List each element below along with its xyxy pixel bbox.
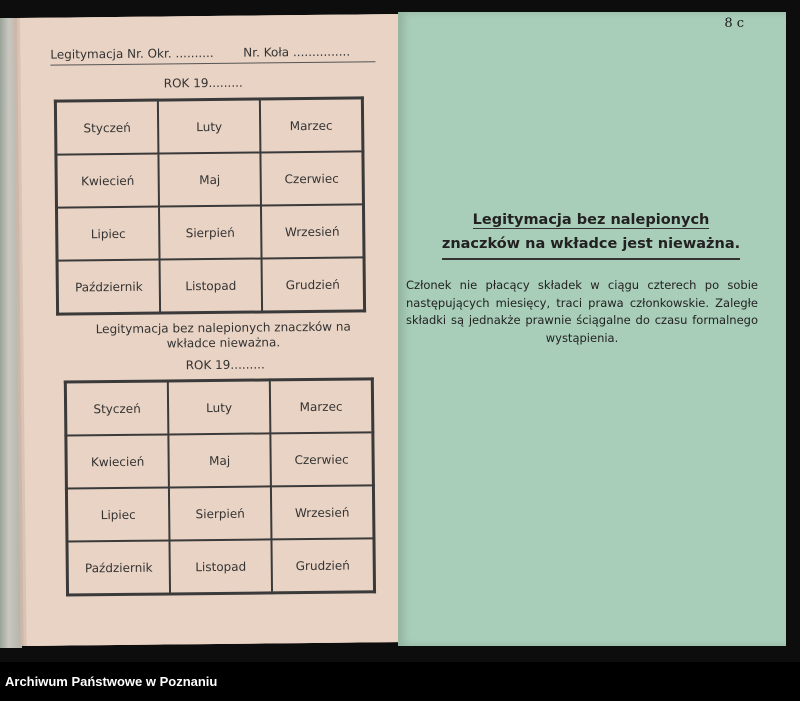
right-page-body: Członek nie płacący składek w ciągu czterech po sobie następujących miesięcy, traci prawa członkowskie. Zaległe składki są jednakże prawnie ściągalne do czasu formalnego wystąpienia. — [406, 278, 758, 345]
months-table-1 — [54, 96, 366, 315]
year-text-2: ROK 19 — [185, 357, 231, 373]
note-line-2: wkładce nieważna. — [166, 335, 281, 351]
right-page-title — [420, 208, 762, 260]
month-cell: Marzec — [260, 98, 363, 153]
table-row — [66, 485, 374, 541]
table-row — [56, 151, 364, 207]
table-row — [66, 432, 374, 488]
month-cell: Styczeń — [65, 381, 168, 436]
header-kola-label: Nr. Koła — [243, 45, 290, 60]
left-page — [20, 14, 415, 646]
page-number: 8 c — [724, 16, 744, 31]
title-line-1: Legitymacja bez nalepionych — [472, 212, 710, 228]
month-cell: Grudzień — [262, 257, 365, 312]
month-cell: Sierpień — [169, 486, 272, 540]
month-cell: Listopad — [169, 539, 272, 594]
month-cell: Grudzień — [271, 538, 374, 593]
title-line-2: znaczków na wkładce jest nieważna. — [442, 232, 740, 260]
month-cell: Styczeń — [55, 100, 158, 155]
month-cell: Październik — [67, 540, 170, 595]
year-label-1 — [164, 76, 243, 91]
header-leg-label: Legitymacja Nr. Okr. — [50, 46, 172, 62]
month-cell: Luty — [168, 380, 271, 435]
booklet-edge — [0, 18, 22, 648]
month-cell: Wrzesień — [271, 485, 374, 539]
year-label-2 — [186, 357, 265, 372]
header-leg-dots: .......... — [175, 45, 214, 61]
year-dots-2: ......... — [230, 357, 265, 372]
month-cell: Październik — [57, 260, 160, 315]
month-cell: Czerwiec — [270, 432, 373, 486]
year-dots-1: ......... — [208, 75, 243, 91]
table-row — [56, 204, 364, 260]
month-cell: Luty — [158, 99, 261, 154]
month-cell: Sierpień — [159, 205, 262, 259]
month-cell: Kwiecień — [56, 154, 159, 208]
month-cell: Lipiec — [56, 207, 159, 261]
table-row — [55, 98, 363, 155]
month-cell: Czerwiec — [260, 151, 363, 205]
archive-footer: Archiwum Państwowe w Poznaniu — [0, 662, 800, 701]
month-cell: Wrzesień — [261, 204, 364, 258]
header-kola-dots: ............... — [292, 44, 351, 60]
month-cell: Lipiec — [66, 487, 169, 541]
validity-note — [63, 319, 383, 352]
table-row — [65, 379, 373, 436]
table-row — [67, 538, 375, 595]
note-line-1: Legitymacja bez nalepionych znaczków na — [95, 319, 351, 337]
year-text-1: ROK 19 — [163, 76, 209, 91]
month-cell: Maj — [168, 433, 271, 487]
month-cell: Maj — [158, 152, 261, 206]
month-cell: Kwiecień — [66, 434, 169, 488]
membership-header — [50, 44, 375, 65]
month-cell: Listopad — [160, 258, 263, 313]
table-row — [57, 257, 365, 314]
right-page — [398, 12, 786, 646]
months-table-2 — [64, 377, 376, 596]
month-cell: Marzec — [270, 379, 373, 434]
